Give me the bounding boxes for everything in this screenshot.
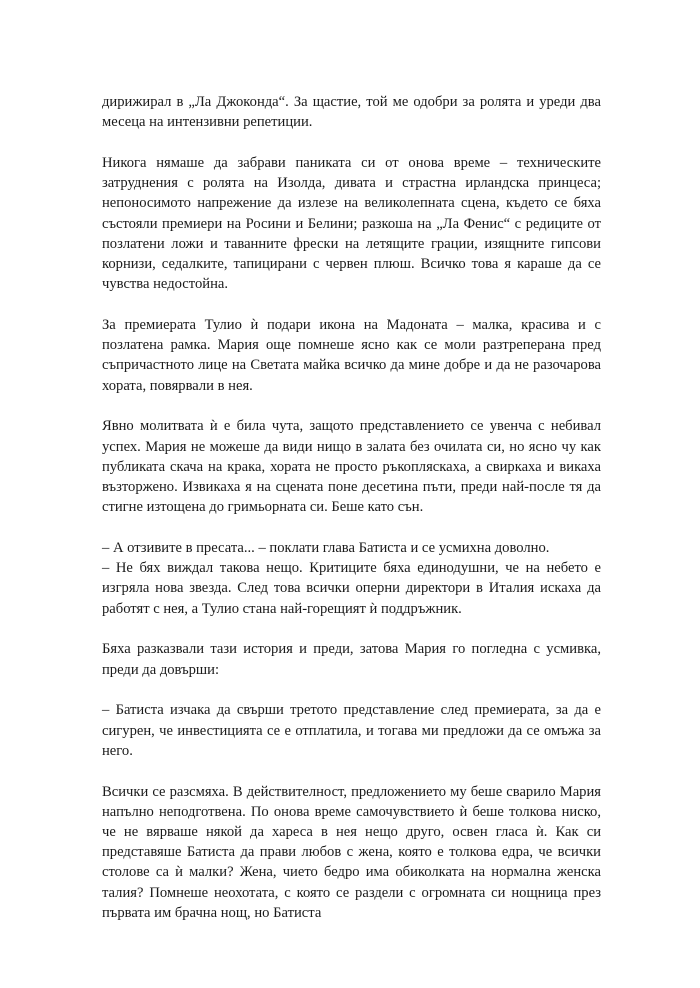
paragraph-2: Никога нямаше да забрави паниката си от онова време – техническите затруднения с ролята на Изолда, дивата и страстна ирландска принцеса; непоносимото напрежение да излезе на великолепната сцена, където се бяха състояли премиери на Росини и Белини; разкоша на „Ла Фенис“ с редиците от позлатени ложи и таванните фрески на летящите грации, изящните гипсови корнизи, седалките, тапицирани с червен плюш. Всичко това я караше да се чувства недостойна.: [102, 155, 601, 293]
paragraph-6: – Батиста изчака да свърши третото представление след премиерата, за да е сигурен, че инвестицията се е отплатила, и тогава ми предложи да се омъжа за него.: [102, 702, 601, 759]
dialogue-line-2: – Не бях виждал такова нещо. Критиците бяха единодушни, че на небето е изгряла нова звезда. След това всички оперни директори в Италия искаха да работят с нея, а Тулио стана най-горещият ѝ поддръжник.: [102, 560, 601, 617]
paragraph-4: Явно молитвата ѝ е била чута, защото представлението се увенча с небивал успех. Мария не можеше да види нищо в залата без очилата си, но ясно чу как публиката скача на крака, хората не просто ръкопляскаха, а свиркаха и викаха възторжено. Извикаха я на сцената поне десетина пъти, преди най-после тя да стигне изтощена до гримьорната си. Беше като сън.: [102, 418, 601, 516]
dialogue-line-1: – А отзивите в пресата... – поклати глава Батиста и се усмихна доволно.: [102, 540, 550, 557]
body-text: [102, 92, 601, 944]
paragraph-3: За премиерата Тулио ѝ подари икона на Мадоната – малка, красива и с позлатена рамка. Мария още помнеше ясно как се моли разтреперана пред съпричастното лице на Светата майка всичко да мине добре и да не разочарова хората, повярвали в нея.: [102, 317, 601, 394]
paragraph-7: Всички се разсмяха. В действителност, предложението му беше сварило Мария напълно неподготвена. По онова време самочувствието ѝ беше толкова ниско, че не вярваше някой да хареса в нея нещо друго, освен гласа ѝ. Как си представяше Батиста да прави любов с жена, която е толкова едра, че всички столове са ѝ малки? Жена, чието бедро има обиколката на нормална женска талия? Помнеше неохотата, с която се раздели с огромната си нощница през първата им брачна нощ, но Батиста: [102, 783, 601, 921]
paragraph-1: дирижирал в „Ла Джоконда“. За щастие, той ме одобри за ролята и уреди два месеца на интензивни репетиции.: [102, 94, 601, 131]
paragraph-5: Бяха разказвали тази история и преди, затова Мария го погледна с усмивка, преди да довърши:: [102, 641, 601, 678]
